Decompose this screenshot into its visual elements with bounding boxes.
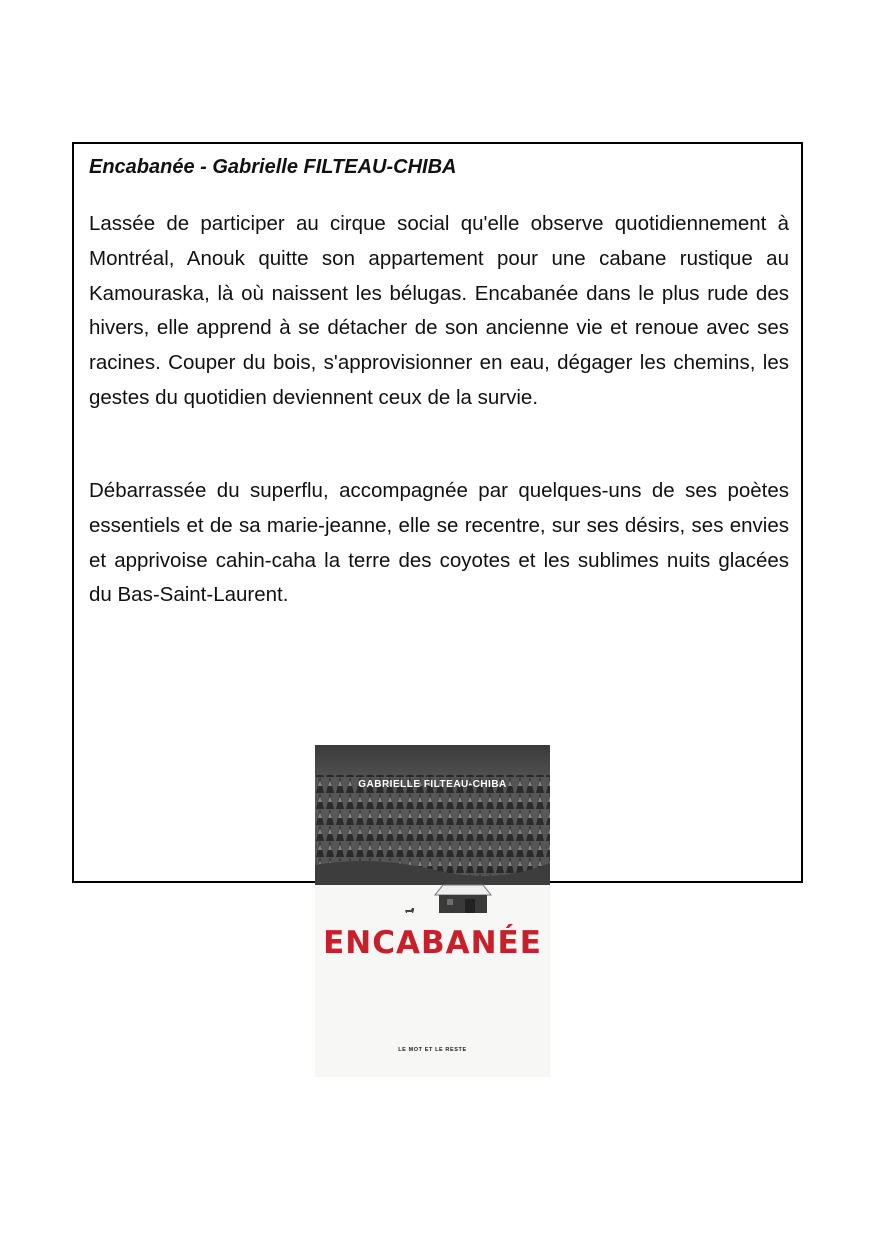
cover-illustration <box>315 745 550 1077</box>
cabin-icon <box>435 885 491 913</box>
cover-title: ENCABANÉE <box>323 925 542 961</box>
book-cover <box>315 745 550 1077</box>
cover-author: GABRIELLE FILTEAU-CHIBA <box>358 779 507 790</box>
cover-publisher: LE MOT ET LE RESTE <box>398 1047 467 1053</box>
document-title: Encabanée - Gabrielle FILTEAU-CHIBA <box>89 156 457 178</box>
paragraph-summary-continued: Débarrassée du superflu, accompagnée par quelques-uns de ses poètes essentiels et de sa marie-jeanne, elle se recentre, sur ses désirs, ses envies et apprivoise cahin-caha la terre des coyotes et les sublimes nuits glacées du Bas-Saint-Laurent. <box>89 479 789 607</box>
paragraph-summary: Lassée de participer au cirque social qu'elle observe quotidiennement à Montréal, Anouk quitte son appartement pour une cabane rustique au Kamouraska, là où naissent les bélugas. Encabanée dans le plus rude des hivers, elle apprend à se détacher de son ancienne vie et renoue avec ses racines. Couper du bois, s'approvisionner en eau, dégager les chemins, les gestes du quotidien deviennent ceux de la survie. <box>89 212 789 409</box>
